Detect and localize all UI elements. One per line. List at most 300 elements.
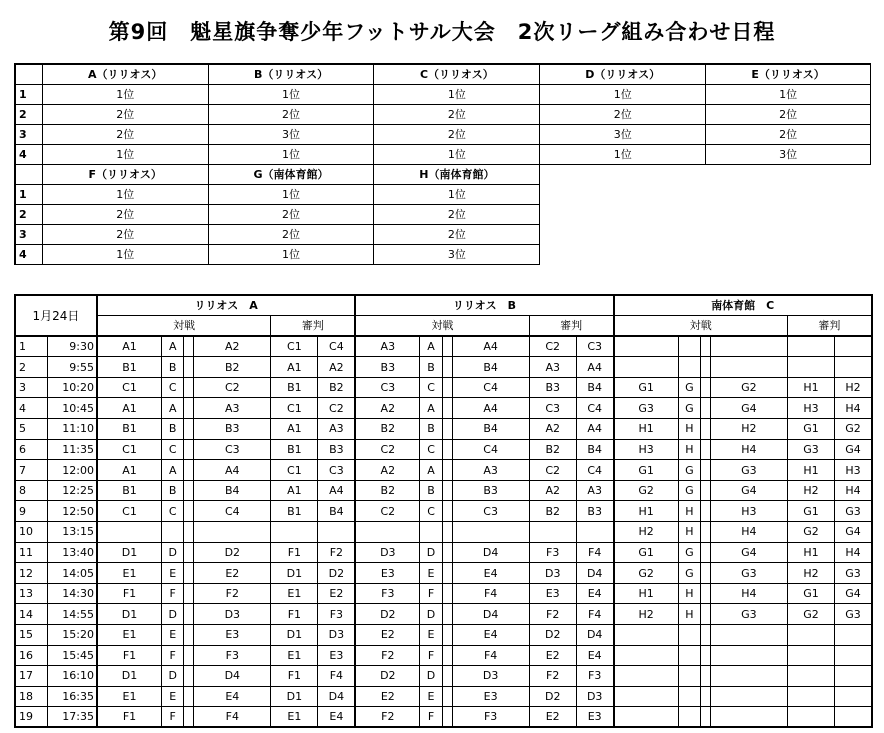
group-letter: D: [420, 666, 442, 687]
referee-1: A2: [529, 419, 576, 440]
referee-1: D2: [529, 625, 576, 646]
referee-1: H1: [787, 542, 834, 563]
spacer-cell: [184, 625, 194, 646]
group-letter: G: [678, 377, 700, 398]
group-row: [15, 224, 871, 244]
team-away: D4: [452, 604, 529, 625]
team-home: D3: [355, 542, 420, 563]
referee-2: G2: [835, 419, 872, 440]
referee-2: G3: [835, 501, 872, 522]
referee-2: E4: [318, 707, 355, 728]
team-home: E1: [97, 625, 162, 646]
spacer-cell: [442, 377, 452, 398]
team-home: G2: [614, 480, 679, 501]
referee-1: A1: [271, 480, 318, 501]
team-home: [614, 645, 679, 666]
empty-cell: [540, 164, 706, 184]
referee-1: B2: [529, 501, 576, 522]
team-home: E1: [97, 563, 162, 584]
referee-2: E3: [576, 707, 613, 728]
group-letter: E: [420, 686, 442, 707]
match-label: 対戦: [355, 316, 529, 337]
team-away: H4: [710, 439, 787, 460]
referee-2: [835, 686, 872, 707]
referee-1: B3: [529, 377, 576, 398]
empty-cell: [540, 244, 706, 264]
seed-number: 2: [15, 104, 42, 124]
group-letter: F: [420, 583, 442, 604]
spacer-cell: [701, 357, 711, 378]
referee-1: [787, 336, 834, 357]
referee-1: [787, 666, 834, 687]
group-seed-cell: 2位: [374, 224, 540, 244]
referee-1: B1: [271, 501, 318, 522]
schedule-row: [15, 707, 872, 728]
referee-1: C1: [271, 460, 318, 481]
team-away: C3: [194, 439, 271, 460]
referee-2: B2: [318, 377, 355, 398]
team-home: B1: [97, 480, 162, 501]
referee-2: B4: [576, 377, 613, 398]
spacer-cell: [701, 686, 711, 707]
group-seed-cell: 1位: [208, 184, 374, 204]
team-home: E1: [97, 686, 162, 707]
spacer-cell: [184, 522, 194, 543]
group-seed-cell: 2位: [42, 224, 208, 244]
team-away: A3: [194, 398, 271, 419]
group-row: [15, 184, 871, 204]
venue-header: リリオス A: [97, 295, 355, 316]
team-away: F2: [194, 583, 271, 604]
match-time: 13:15: [47, 522, 97, 543]
team-away: D4: [452, 542, 529, 563]
spacer-cell: [701, 480, 711, 501]
empty-cell: [540, 204, 706, 224]
group-row: [15, 124, 871, 144]
referee-1: H3: [787, 398, 834, 419]
team-home: H1: [614, 583, 679, 604]
match-number: 4: [15, 398, 47, 419]
team-home: F1: [97, 707, 162, 728]
match-time: 17:35: [47, 707, 97, 728]
spacer-cell: [442, 439, 452, 460]
group-letter: [678, 686, 700, 707]
match-number: 12: [15, 563, 47, 584]
referee-1: D1: [271, 686, 318, 707]
empty-cell: [540, 224, 706, 244]
team-away: G3: [710, 460, 787, 481]
team-home: [97, 522, 162, 543]
group-header: A（リリオス）: [42, 64, 208, 84]
group-header: B（リリオス）: [208, 64, 374, 84]
group-seed-cell: 1位: [42, 84, 208, 104]
team-home: A2: [355, 398, 420, 419]
referee-1: F1: [271, 666, 318, 687]
team-home: B3: [355, 357, 420, 378]
team-home: D1: [97, 666, 162, 687]
referee-2: B3: [576, 501, 613, 522]
seed-number: 3: [15, 124, 42, 144]
group-letter: B: [420, 357, 442, 378]
schedule-row: [15, 604, 872, 625]
referee-1: [787, 707, 834, 728]
team-away: [710, 707, 787, 728]
group-seed-cell: 1位: [540, 144, 706, 164]
group-seed-cell: 3位: [208, 124, 374, 144]
referee-1: G2: [787, 604, 834, 625]
spacer-cell: [442, 336, 452, 357]
match-number: 18: [15, 686, 47, 707]
team-home: B2: [355, 419, 420, 440]
referee-2: D3: [318, 625, 355, 646]
group-header-corner: [15, 164, 42, 184]
group-header-corner: [15, 64, 42, 84]
referee-1: F2: [529, 604, 576, 625]
referee-2: B3: [318, 439, 355, 460]
team-away: E2: [194, 563, 271, 584]
match-time: 16:10: [47, 666, 97, 687]
referee-2: A2: [318, 357, 355, 378]
group-letter: H: [678, 501, 700, 522]
team-away: [194, 522, 271, 543]
referee-2: A4: [576, 419, 613, 440]
team-away: G3: [710, 604, 787, 625]
referee-2: F4: [318, 666, 355, 687]
team-home: F1: [97, 583, 162, 604]
referee-2: A4: [318, 480, 355, 501]
team-home: H1: [614, 501, 679, 522]
referee-2: E2: [318, 583, 355, 604]
referee-1: G3: [787, 439, 834, 460]
referee-2: C4: [576, 460, 613, 481]
match-number: 3: [15, 377, 47, 398]
team-away: C4: [194, 501, 271, 522]
referee-1: B1: [271, 377, 318, 398]
spacer-cell: [184, 604, 194, 625]
spacer-cell: [442, 398, 452, 419]
team-away: A4: [452, 336, 529, 357]
team-away: E4: [452, 625, 529, 646]
match-number: 19: [15, 707, 47, 728]
referee-2: F4: [576, 542, 613, 563]
schedule-row: [15, 480, 872, 501]
referee-1: C1: [271, 398, 318, 419]
schedule-table: [14, 294, 873, 728]
team-home: H3: [614, 439, 679, 460]
group-letter: A: [420, 398, 442, 419]
group-seed-cell: 1位: [374, 184, 540, 204]
team-home: [614, 625, 679, 646]
referee-2: A4: [576, 357, 613, 378]
referee-2: A3: [576, 480, 613, 501]
spacer-cell: [442, 522, 452, 543]
referee-1: G1: [787, 583, 834, 604]
match-time: 10:45: [47, 398, 97, 419]
schedule-row: [15, 377, 872, 398]
group-letter: G: [678, 563, 700, 584]
group-letter: C: [420, 439, 442, 460]
referee-2: E4: [576, 645, 613, 666]
group-seed-cell: 3位: [374, 244, 540, 264]
referee-2: C4: [576, 398, 613, 419]
team-away: G4: [710, 398, 787, 419]
match-time: 13:40: [47, 542, 97, 563]
group-seed-cell: 1位: [42, 144, 208, 164]
group-seed-cell: 2位: [208, 104, 374, 124]
group-letter: E: [420, 563, 442, 584]
group-letter: [678, 707, 700, 728]
referee-label: 審判: [529, 316, 613, 337]
group-letter: D: [420, 542, 442, 563]
team-away: D3: [452, 666, 529, 687]
schedule-row: [15, 542, 872, 563]
spacer-cell: [184, 645, 194, 666]
referee-2: [318, 522, 355, 543]
spacer-cell: [442, 419, 452, 440]
group-row: [15, 244, 871, 264]
spacer-cell: [701, 336, 711, 357]
spacer-cell: [701, 501, 711, 522]
group-seed-cell: 3位: [540, 124, 706, 144]
match-number: 13: [15, 583, 47, 604]
team-home: [614, 357, 679, 378]
seed-number: 3: [15, 224, 42, 244]
seed-number: 4: [15, 244, 42, 264]
referee-2: H4: [835, 398, 872, 419]
referee-2: [835, 645, 872, 666]
referee-1: F1: [271, 542, 318, 563]
referee-1: A2: [529, 480, 576, 501]
referee-1: G2: [787, 522, 834, 543]
team-home: [614, 686, 679, 707]
spacer-cell: [701, 645, 711, 666]
schedule-row: [15, 686, 872, 707]
spacer-cell: [701, 439, 711, 460]
match-number: 10: [15, 522, 47, 543]
spacer-cell: [442, 645, 452, 666]
group-letter: [678, 336, 700, 357]
match-number: 14: [15, 604, 47, 625]
spacer-cell: [184, 583, 194, 604]
match-time: 12:50: [47, 501, 97, 522]
referee-2: D4: [318, 686, 355, 707]
team-home: E2: [355, 625, 420, 646]
team-away: E4: [452, 563, 529, 584]
team-home: C1: [97, 501, 162, 522]
team-home: C2: [355, 501, 420, 522]
empty-cell: [706, 204, 871, 224]
match-time: 10:20: [47, 377, 97, 398]
team-home: D1: [97, 542, 162, 563]
team-away: B4: [452, 419, 529, 440]
group-letter: B: [420, 419, 442, 440]
match-time: 12:00: [47, 460, 97, 481]
group-seed-cell: 2位: [374, 204, 540, 224]
group-letter: F: [420, 645, 442, 666]
group-seed-cell: 1位: [374, 144, 540, 164]
group-letter: [678, 666, 700, 687]
team-away: H4: [710, 522, 787, 543]
team-away: H4: [710, 583, 787, 604]
schedule-row: [15, 357, 872, 378]
schedule-row: [15, 419, 872, 440]
referee-2: [835, 666, 872, 687]
group-seed-cell: 1位: [208, 84, 374, 104]
team-home: G1: [614, 460, 679, 481]
team-home: H1: [614, 419, 679, 440]
team-home: G3: [614, 398, 679, 419]
match-time: 15:45: [47, 645, 97, 666]
referee-2: [835, 336, 872, 357]
referee-2: E3: [318, 645, 355, 666]
team-home: A1: [97, 336, 162, 357]
team-away: G3: [710, 563, 787, 584]
group-letter: C: [162, 501, 184, 522]
spacer-cell: [701, 419, 711, 440]
group-seed-cell: 3位: [706, 144, 871, 164]
match-number: 2: [15, 357, 47, 378]
team-home: A2: [355, 460, 420, 481]
group-letter: H: [678, 419, 700, 440]
group-header: D（リリオス）: [540, 64, 706, 84]
team-away: D2: [194, 542, 271, 563]
group-seed-cell: 1位: [42, 184, 208, 204]
group-letter: [678, 625, 700, 646]
team-away: [710, 357, 787, 378]
group-header: H（南体育館）: [374, 164, 540, 184]
group-letter: D: [162, 666, 184, 687]
referee-1: B1: [271, 439, 318, 460]
team-home: A1: [97, 460, 162, 481]
referee-1: A1: [271, 357, 318, 378]
match-time: 15:20: [47, 625, 97, 646]
spacer-cell: [701, 460, 711, 481]
group-seed-cell: 2位: [42, 124, 208, 144]
spacer-cell: [701, 377, 711, 398]
team-away: F4: [194, 707, 271, 728]
referee-1: G1: [787, 419, 834, 440]
team-home: G2: [614, 563, 679, 584]
referee-1: G1: [787, 501, 834, 522]
schedule-row: [15, 460, 872, 481]
group-letter: H: [678, 604, 700, 625]
team-away: G4: [710, 480, 787, 501]
referee-1: H1: [787, 377, 834, 398]
group-header: C（リリオス）: [374, 64, 540, 84]
group-row: [15, 104, 871, 124]
group-letter: F: [162, 707, 184, 728]
referee-1: C3: [529, 398, 576, 419]
group-seed-cell: 2位: [374, 124, 540, 144]
group-seed-cell: 2位: [706, 104, 871, 124]
team-home: E3: [355, 563, 420, 584]
referee-2: G4: [835, 583, 872, 604]
group-header: F（リリオス）: [42, 164, 208, 184]
team-home: C2: [355, 439, 420, 460]
match-number: 15: [15, 625, 47, 646]
venue-header: リリオス B: [355, 295, 613, 316]
referee-1: [787, 645, 834, 666]
spacer-cell: [184, 542, 194, 563]
spacer-cell: [184, 419, 194, 440]
referee-1: [271, 522, 318, 543]
referee-2: E4: [576, 583, 613, 604]
group-letter: D: [162, 542, 184, 563]
group-letter: G: [678, 460, 700, 481]
group-letter: E: [162, 625, 184, 646]
referee-2: C2: [318, 398, 355, 419]
referee-2: G3: [835, 604, 872, 625]
team-home: B2: [355, 480, 420, 501]
team-home: [614, 336, 679, 357]
team-home: H2: [614, 604, 679, 625]
match-time: 11:10: [47, 419, 97, 440]
spacer-cell: [184, 439, 194, 460]
group-letter: A: [162, 398, 184, 419]
group-seed-cell: 1位: [540, 84, 706, 104]
group-seed-cell: 2位: [42, 204, 208, 224]
match-number: 16: [15, 645, 47, 666]
referee-2: D4: [576, 563, 613, 584]
group-header-row: [15, 64, 871, 84]
schedule-row: [15, 645, 872, 666]
referee-1: A3: [529, 357, 576, 378]
schedule-row: [15, 336, 872, 357]
referee-1: [787, 357, 834, 378]
referee-1: C2: [529, 336, 576, 357]
group-letter: H: [678, 583, 700, 604]
spacer-cell: [442, 501, 452, 522]
team-away: B2: [194, 357, 271, 378]
referee-1: D3: [529, 563, 576, 584]
seed-number: 4: [15, 144, 42, 164]
team-home: F1: [97, 645, 162, 666]
group-letter: E: [162, 686, 184, 707]
group-seed-cell: 2位: [42, 104, 208, 124]
group-letter: E: [420, 625, 442, 646]
group-letter: A: [162, 460, 184, 481]
referee-2: C3: [318, 460, 355, 481]
referee-2: H4: [835, 480, 872, 501]
group-seed-cell: 1位: [208, 144, 374, 164]
spacer-cell: [442, 707, 452, 728]
referee-1: [529, 522, 576, 543]
team-home: A1: [97, 398, 162, 419]
spacer-cell: [701, 542, 711, 563]
team-home: C1: [97, 439, 162, 460]
team-home: B1: [97, 419, 162, 440]
match-number: 17: [15, 666, 47, 687]
group-letter: A: [420, 460, 442, 481]
spacer-cell: [442, 480, 452, 501]
team-home: C1: [97, 377, 162, 398]
team-away: [452, 522, 529, 543]
referee-1: E2: [529, 707, 576, 728]
venue-header: 南体育館 C: [614, 295, 872, 316]
referee-2: A3: [318, 419, 355, 440]
group-seed-cell: 2位: [208, 204, 374, 224]
spacer-cell: [701, 666, 711, 687]
group-letter: G: [678, 480, 700, 501]
team-away: C3: [452, 501, 529, 522]
team-away: C2: [194, 377, 271, 398]
spacer-cell: [184, 686, 194, 707]
match-number: 9: [15, 501, 47, 522]
match-number: 6: [15, 439, 47, 460]
referee-2: H4: [835, 542, 872, 563]
team-away: G4: [710, 542, 787, 563]
referee-1: H2: [787, 480, 834, 501]
